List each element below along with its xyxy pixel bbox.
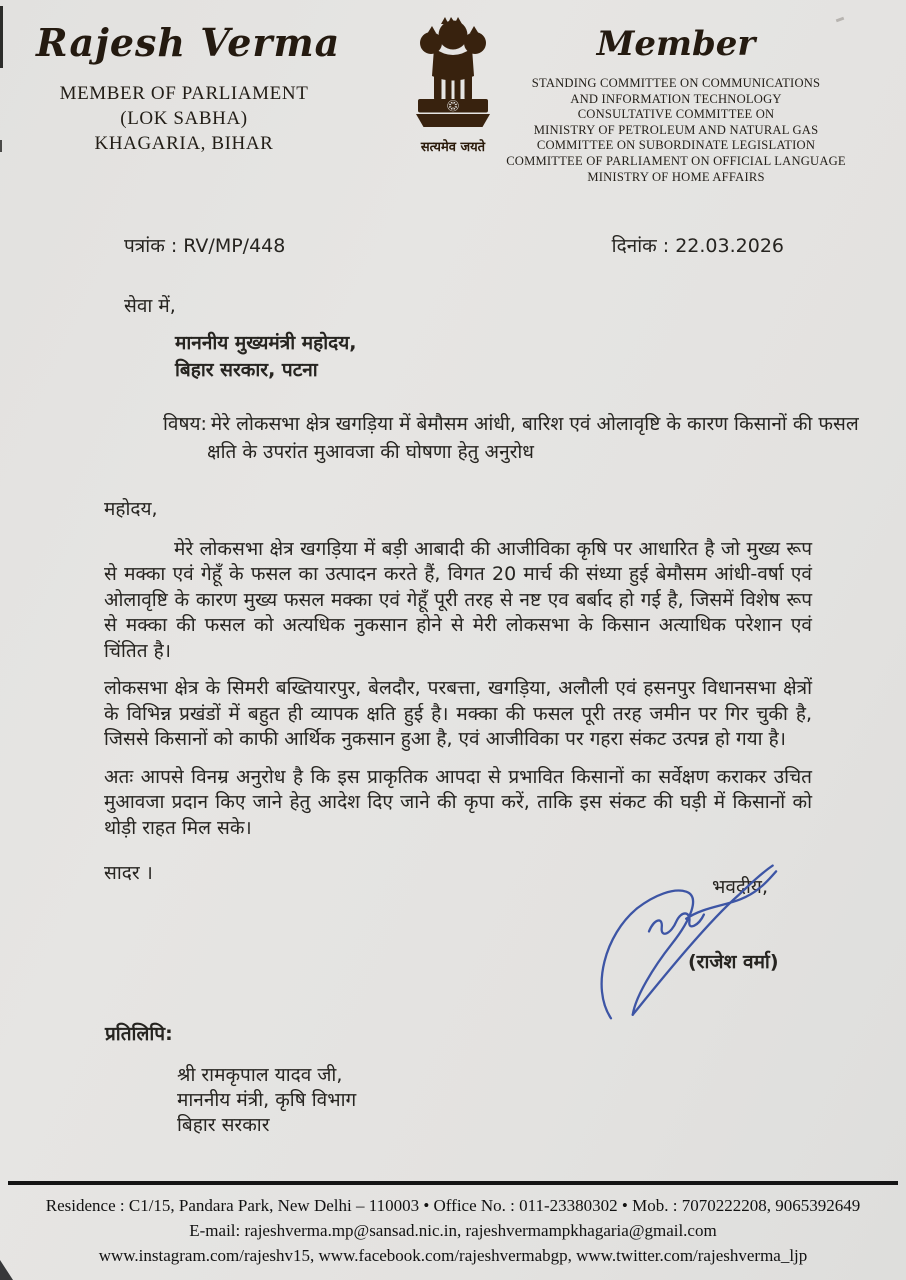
- copy-recipient: [177, 1063, 356, 1138]
- reference-row: [124, 232, 784, 258]
- letter-number: पत्रांक : RV/MP/448: [124, 235, 286, 257]
- sender-name: Rajesh Verma: [36, 20, 341, 65]
- committee-line: MINISTRY OF PETROLEUM AND NATURAL GAS: [533, 122, 819, 137]
- footer-email: E-mail: rajeshverma.mp@sansad.nic.in, rajeshvermampkhagaria@gmail.com: [189, 1221, 717, 1240]
- footer-social: www.instagram.com/rajeshv15, www.facebook.com/rajeshvermabgp, www.twitter.com/rajeshverma_ljp: [98, 1246, 808, 1265]
- scan-artifact: [0, 6, 3, 68]
- member-block: [468, 24, 884, 185]
- valediction: भवदीय,: [712, 876, 768, 898]
- copy-recipient-title: माननीय मंत्री, कृषि विभाग: [177, 1089, 357, 1111]
- committee-line: COMMITTEE OF PARLIAMENT ON OFFICIAL LANGUAGE: [506, 153, 846, 168]
- recipient-block: [175, 330, 357, 384]
- sender-title-lines: [36, 81, 332, 156]
- footer: [0, 1181, 906, 1268]
- body-paragraph-3: अतः आपसे विनम्र अनुरोध है कि इस प्राकृतिक आपदा से प्रभावित किसानों का सर्वेक्षण कराकर उचित मुआवजा प्रदान किए जाने हेतु आदेश दिए जाने की कृपा करें, ताकि इस संकट की घड़ी में किसानों को थोड़ी राहत मिल सके।: [104, 765, 812, 839]
- committee-line: AND INFORMATION TECHNOLOGY: [570, 91, 782, 106]
- greeting: महोदय,: [104, 498, 158, 520]
- committee-line: STANDING COMMITTEE ON COMMUNICATIONS: [531, 76, 821, 90]
- salutation: सेवा में,: [124, 295, 176, 317]
- sender-title: MEMBER OF PARLIAMENT: [59, 83, 309, 104]
- sender-constituency: KHAGARIA, BIHAR: [94, 133, 274, 154]
- body-paragraph-2: लोकसभा क्षेत्र के सिमरी बख्तियारपुर, बेलदौर, परबत्ता, खगड़िया, अलौली एवं हसनपुर विधानसभा क्षेत्रों के विभिन्न प्रखंडों में बहुत ही व्यापक क्षति हुई है। मक्का की फसल पूरी तरह जमीन पर गिर चुकी है, जिससे किसानों को काफी आर्थिक नुकसान हुआ है, एवं आजीविका पर गहरा संकट उत्पन्न हो गया है।: [104, 677, 812, 750]
- copy-label: प्रतिलिपि:: [105, 1023, 173, 1045]
- footer-rule: [8, 1181, 898, 1185]
- subject-line: [163, 410, 879, 466]
- scan-artifact: [836, 17, 845, 23]
- copy-recipient-name: श्री रामकृपाल यादव जी,: [177, 1064, 343, 1086]
- committee-line: COMMITTEE ON SUBORDINATE LEGISLATION: [536, 138, 816, 153]
- sender-house: (LOK SABHA): [120, 108, 248, 129]
- subject-text: मेरे लोकसभा क्षेत्र खगड़िया में बेमौसम आंधी, बारिश एवं ओलावृष्टि के कारण किसानों की फसल क्षति के उपरांत मुआवजा की घोषणा हेतु अनुरोध: [207, 413, 859, 463]
- body-paragraph-1: मेरे लोकसभा क्षेत्र खगड़िया में बड़ी आबादी की आजीविका कृषि पर आधारित है जो मुख्य रूप से मक्का एवं गेहूँ के फसल का उत्पादन करते हैं, विगत 20 मार्च की संध्या हुई बेमौसम आंधी-वर्षा एवं ओलावृष्टि के कारण मुख्य फसल मक्का एवं गेहूँ पूरी तरह से नष्ट एव बर्बाद हो गई है, जिसमें विशेष रूप से मक्का की फसल को अत्यधिक नुकसान होने से मेरी लोकसभा के किसान अत्याधिक परेशान एवं चिंतित है।: [104, 537, 812, 662]
- committee-line: CONSULTATIVE COMMITTEE ON: [577, 107, 775, 122]
- letter-date: दिनांक : 22.03.2026: [611, 235, 784, 257]
- signer-name: (राजेश वर्मा): [688, 951, 779, 973]
- sender-block: [36, 20, 341, 156]
- copy-recipient-govt: बिहार सरकार: [177, 1114, 270, 1136]
- handwritten-signature: [583, 855, 814, 1035]
- recipient-address: बिहार सरकार, पटना: [175, 359, 318, 381]
- closing-word: सादर ।: [104, 862, 153, 884]
- recipient-name: माननीय मुख्यमंत्री महोदय,: [175, 332, 357, 354]
- subject-label: विषय:: [163, 413, 207, 435]
- footer-contact: Residence : C1/15, Pandara Park, New Delhi – 110003 • Office No. : 011-23380302 • Mob. : 7070222208, 9065392649: [45, 1196, 861, 1215]
- member-title: Member: [596, 24, 756, 64]
- committee-line: MINISTRY OF HOME AFFAIRS: [587, 169, 765, 184]
- scan-artifact: [0, 140, 2, 152]
- letter-body: [104, 497, 812, 887]
- emblem-motto: सत्यमेव जयते: [420, 140, 486, 155]
- copy-block: [105, 1022, 356, 1138]
